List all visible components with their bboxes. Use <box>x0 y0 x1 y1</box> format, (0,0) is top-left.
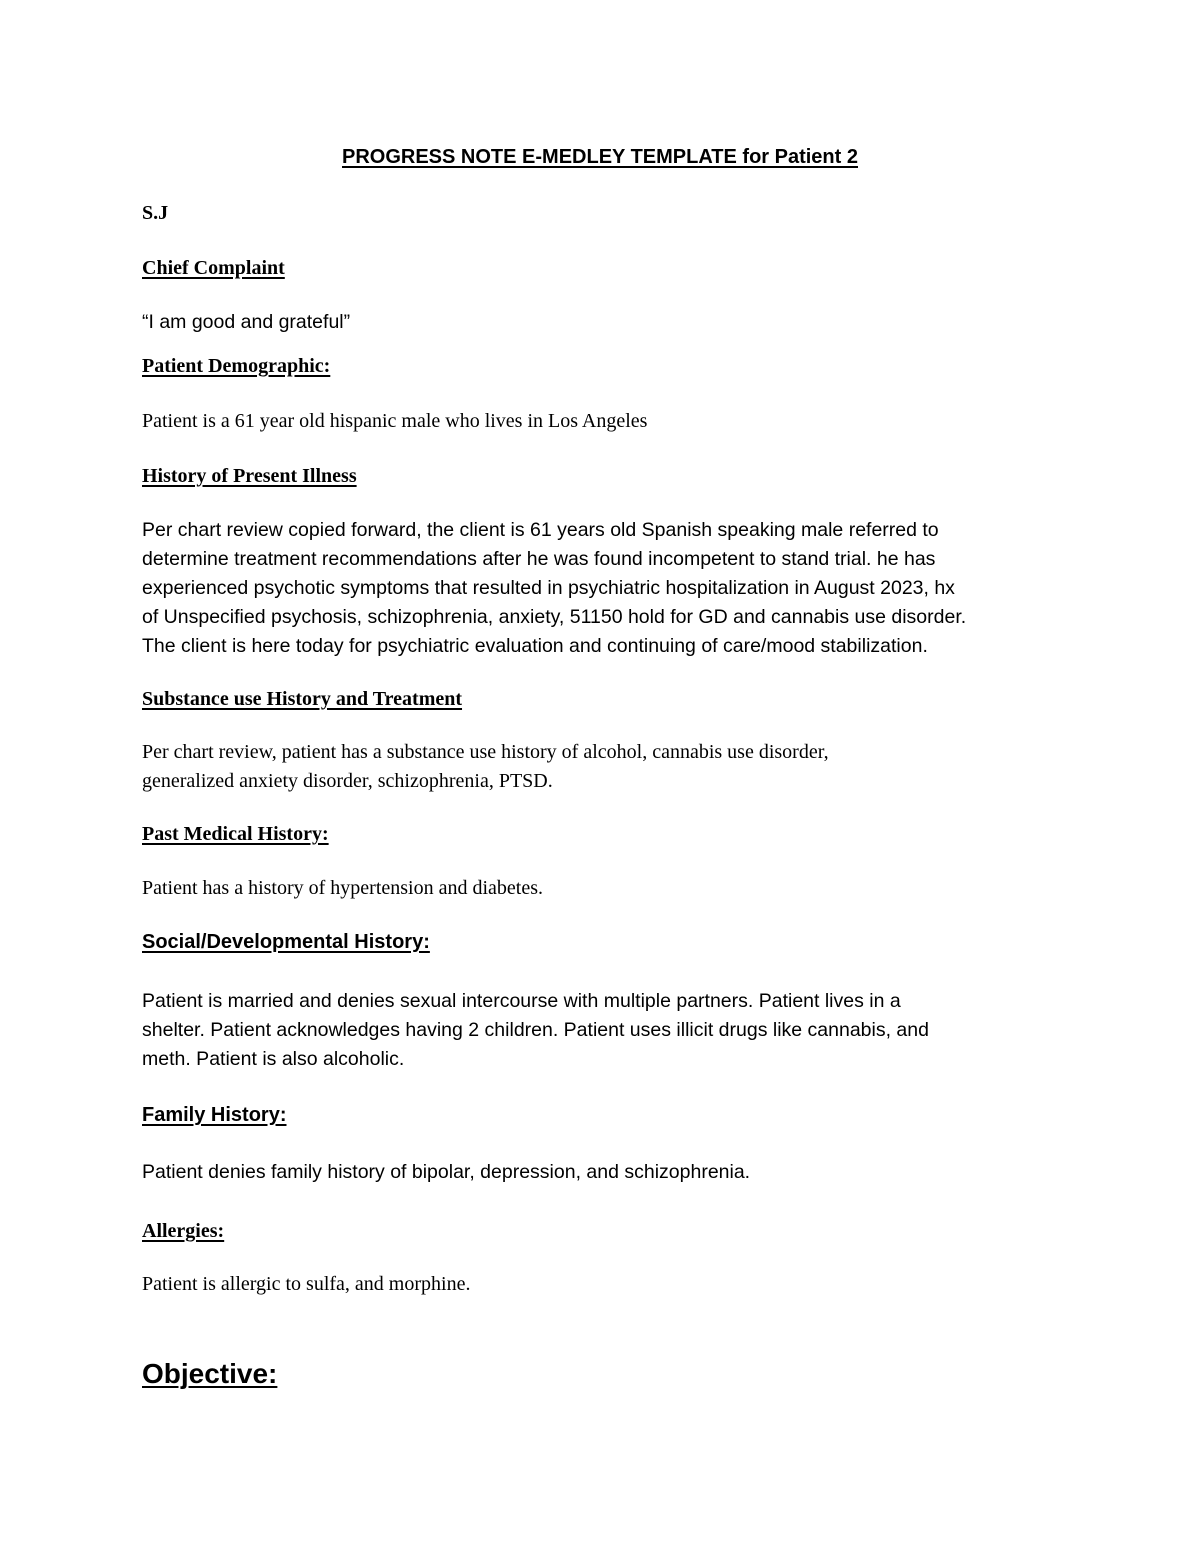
chief-complaint-text: “I am good and grateful” <box>142 311 351 333</box>
allergies-heading: Allergies: <box>142 1220 225 1242</box>
substance-line: Per chart review, patient has a substance use history of alcohol, cannabis use disorder, <box>142 741 829 763</box>
pmh-heading: Past Medical History: <box>142 823 329 845</box>
allergies-text: Patient is allergic to sulfa, and morphine. <box>142 1273 471 1295</box>
objective-heading: Objective: <box>142 1358 278 1389</box>
hpi-paragraph <box>142 516 1072 661</box>
social-line: shelter. Patient acknowledges having 2 children. Patient uses illicit drugs like cannabis, and <box>142 1019 929 1041</box>
hpi-line: Per chart review copied forward, the client is 61 years old Spanish speaking male referred to <box>142 519 939 541</box>
hpi-line: determine treatment recommendations after he was found incompetent to stand trial. he has <box>142 548 936 570</box>
hpi-heading: History of Present Illness <box>142 465 357 487</box>
social-line: meth. Patient is also alcoholic. <box>142 1048 405 1070</box>
patient-initials: S.J <box>142 202 169 224</box>
family-text: Patient denies family history of bipolar, depression, and schizophrenia. <box>142 1161 751 1183</box>
pmh-text: Patient has a history of hypertension and diabetes. <box>142 877 544 899</box>
hpi-line: experienced psychotic symptoms that resulted in psychiatric hospitalization in August 2023, hx <box>142 577 955 599</box>
social-paragraph <box>142 987 1072 1074</box>
document-title: PROGRESS NOTE E-MEDLEY TEMPLATE for Patient 2 <box>342 146 858 168</box>
hpi-line: The client is here today for psychiatric evaluation and continuing of care/mood stabilization. <box>142 635 928 657</box>
demographic-heading: Patient Demographic: <box>142 355 331 377</box>
substance-paragraph <box>142 738 1072 796</box>
social-heading: Social/Developmental History: <box>142 931 430 953</box>
demographic-text: Patient is a 61 year old hispanic male who lives in Los Angeles <box>142 410 648 432</box>
substance-heading: Substance use History and Treatment <box>142 688 463 710</box>
social-line: Patient is married and denies sexual intercourse with multiple partners. Patient lives in a <box>142 990 901 1012</box>
hpi-line: of Unspecified psychosis, schizophrenia, anxiety, 51150 hold for GD and cannabis use disorder. <box>142 606 967 628</box>
substance-line: generalized anxiety disorder, schizophrenia, PTSD. <box>142 770 553 792</box>
family-heading: Family History: <box>142 1104 287 1126</box>
chief-complaint-heading: Chief Complaint <box>142 257 285 279</box>
